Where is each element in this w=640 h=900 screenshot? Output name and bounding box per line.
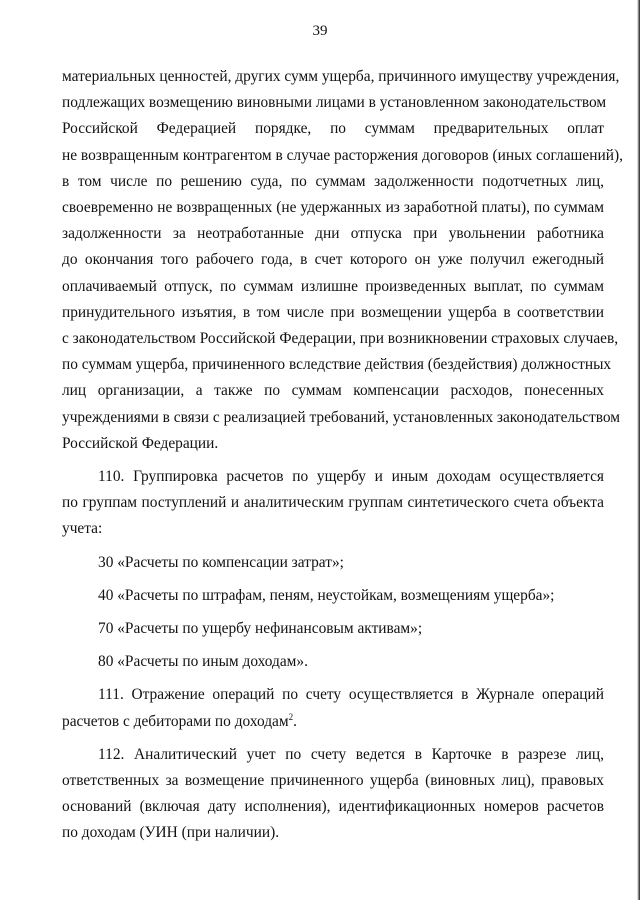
- text-line: 80 «Расчеты по иным доходам».: [98, 653, 308, 671]
- document-body: [62, 64, 623, 847]
- text-line: своевременно не возвращенных (не удержанных из заработной платы), по суммам: [62, 199, 604, 217]
- paragraph: [62, 583, 604, 609]
- paragraph-gap: [62, 675, 604, 682]
- text-line: до окончания того рабочего года, в счет которого он уже получил ежегодный: [62, 251, 604, 269]
- paragraph-gap: [62, 543, 604, 550]
- paragraph: [62, 649, 604, 675]
- paragraph: [62, 464, 604, 543]
- text-line: 70 «Расчеты по ущербу нефинансовым активам»;: [98, 620, 423, 638]
- text-line: по суммам ущерба, причиненного вследствие действия (бездействия) должностных: [62, 356, 612, 374]
- paragraph-gap: [62, 609, 604, 616]
- paragraph: [62, 682, 604, 734]
- paragraph: [62, 64, 623, 457]
- text-line: по группам поступлений и аналитическим группам синтетического счета объекта: [62, 494, 604, 512]
- text-line: оплачиваемый отпуск, по суммам излишне произведенных выплат, по суммам: [62, 277, 604, 295]
- text-line: расчетов с дебиторами по доходам$^2$.: [62, 711, 297, 730]
- text-line: Российской Федерации.: [62, 434, 219, 452]
- text-line: материальных ценностей, других сумм ущерба, причинного имуществу учреждения,: [62, 68, 620, 85]
- text-line: 30 «Расчеты по компенсации затрат»;: [98, 553, 344, 571]
- paragraph-gap: [62, 457, 604, 464]
- text-line: 111. Отражение операций по счету осуществляется в Журнале операций: [98, 686, 604, 704]
- text-line: учреждениями в связи с реализацией требований, установленных законодательством: [62, 408, 621, 426]
- text-line: подлежащих возмещению виновными лицами в установленном законодательством: [62, 94, 607, 112]
- paragraph: [62, 742, 604, 847]
- text-line: учета:: [62, 520, 103, 538]
- text-line: 110. Группировка расчетов по ущербу и иным доходам осуществляется: [98, 468, 604, 486]
- paragraph: [62, 550, 604, 576]
- text-line: принудительного изъятия, в том числе при возмещении ущерба в соответствии: [62, 303, 604, 321]
- text-line: задолженности за неотработанные дни отпуска при увольнении работника: [62, 225, 604, 243]
- paragraph-gap: [62, 642, 604, 649]
- text-line: 112. Аналитический учет по счету ведется в Карточке в разрезе лиц,: [98, 745, 604, 763]
- page-number: 39: [312, 23, 328, 39]
- paragraph-gap: [62, 735, 604, 742]
- text-line: по доходам (УИН (при наличии).: [62, 824, 280, 842]
- text-line: оснований (включая дату исполнения), идентификационных номеров расчетов: [62, 798, 604, 816]
- text-line: не возвращенным контрагентом в случае расторжения договоров (иных соглашений),: [62, 146, 623, 164]
- text-line: ответственных за возмещение причиненного ущерба (виновных лиц), правовых: [62, 772, 604, 790]
- text-line: 40 «Расчеты по штрафам, пеням, неустойкам, возмещениям ущерба»;: [98, 586, 555, 604]
- text-line: с законодательством Российской Федерации, при возникновении страховых случаев,: [62, 330, 619, 348]
- paragraph-gap: [62, 576, 604, 583]
- text-line: Российской Федерацией порядке, по суммам предварительных оплат: [62, 120, 604, 138]
- text-line: в том числе по решению суда, по суммам задолженности подотчетных лиц,: [62, 172, 604, 190]
- text-line: лиц организации, а также по суммам компенсации расходов, понесенных: [62, 382, 604, 400]
- paragraph: [62, 616, 604, 642]
- footnote-reference: 2: [288, 711, 294, 722]
